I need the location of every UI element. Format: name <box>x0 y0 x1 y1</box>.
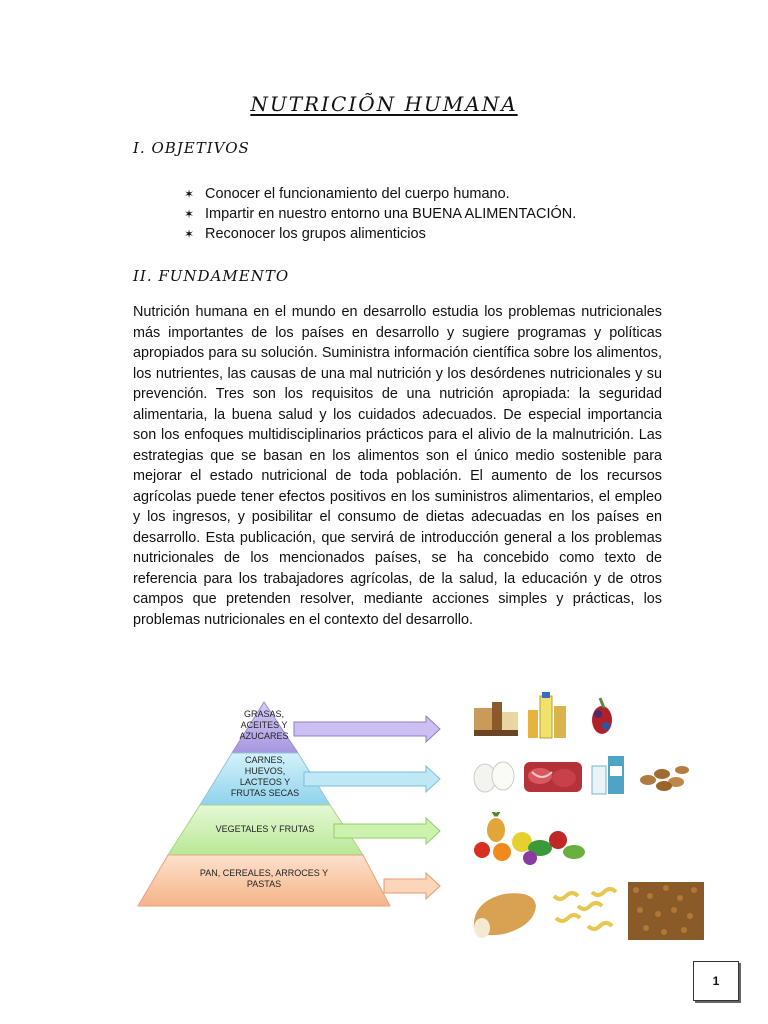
pyramid-label-fats: GRASAS, ACEITES Y AZUCARES <box>239 709 289 741</box>
grocery-bottles-icon <box>526 690 568 742</box>
document-title: NUTRICIÕN HUMANA <box>250 92 518 116</box>
pyramid-label-vegetables: VEGETALES Y FRUTAS <box>215 824 315 834</box>
arrow-proteins <box>304 766 440 792</box>
arrow-grains <box>384 873 440 899</box>
food-images-row-vegetables <box>472 812 590 870</box>
meat-icon <box>522 752 584 798</box>
star-bullet-icon: ✶ <box>184 227 195 241</box>
objectives-list <box>184 184 576 244</box>
oils-sugar-icon <box>470 690 522 742</box>
star-bullet-icon: ✶ <box>184 207 195 221</box>
vegetables-fruits-icon <box>472 812 590 870</box>
food-images-row-grains <box>464 882 704 940</box>
star-bullet-icon: ✶ <box>184 187 195 201</box>
objective-item: ✶ Impartir en nuestro entorno una BUENA ALIMENTACIÓN. <box>184 206 577 222</box>
dairy-icon <box>588 752 630 798</box>
pasta-icon <box>548 882 624 940</box>
section-objetivos-heading: I. OBJETIVOS <box>133 139 250 157</box>
arrow-fats <box>294 716 440 742</box>
page-number: 1 <box>693 961 739 1001</box>
pyramid-label-proteins: CARNES, HUEVOS, LACTEOS Y FRUTAS SECAS <box>230 755 300 798</box>
eggs-icon <box>470 752 518 798</box>
pyramid-label-grains: PAN, CEREALES, ARROCES Y PASTAS <box>199 868 329 889</box>
rice-grain-icon <box>628 882 704 940</box>
section-fundamento-heading: II. FUNDAMENTO <box>133 267 290 285</box>
berries-icon <box>572 690 626 742</box>
food-images-row-proteins <box>470 752 694 798</box>
bread-icon <box>464 882 544 940</box>
nuts-icon <box>634 752 694 798</box>
food-images-row-fats <box>470 690 626 742</box>
fundamento-paragraph: Nutrición humana en el mundo en desarrollo estudia los problemas nutricionales más importantes de los países en desarrollo y sugiere programas y políticas apropiados para su solución. Suministra información científica sobre los alimentos, los nutrientes, las causas de una mal nutrición y los desórdenes nutricionales y su prevención. Tres son los requisitos de una nutrición apropiada: la seguridad alimentaria, la buena salud y los cuidados adecuados. De especial importancia son los enfoques multidisciplinarios prácticos para el alivio de la malnutrición. Las estrategias que se basan en los alimentos son el único medio sostenible para mejorar el estado nutricional de toda población. El aumento de los recursos agrícolas puede tener efectos positivos en los suministros alimentarios, el empleo y los ingresos, y posibilitar el consumo de dietas adecuadas en los países en desarrollo. Esta publicación, que servirá de introducción general a los problemas nutricionales de los mencionados países, se ha concebido como texto de referencia para los trabajadores agrícolas, de la salud, la educación y de otros campos que pretenden resolver, mediante acciones simples y prácticas, los problemas nutricionales en el contexto del desarrollo. <box>133 304 662 628</box>
objective-item: ✶ Conocer el funcionamiento del cuerpo humano. <box>184 186 510 202</box>
objective-item: ✶ Reconocer los grupos alimenticios <box>184 226 426 242</box>
food-pyramid <box>134 700 444 910</box>
